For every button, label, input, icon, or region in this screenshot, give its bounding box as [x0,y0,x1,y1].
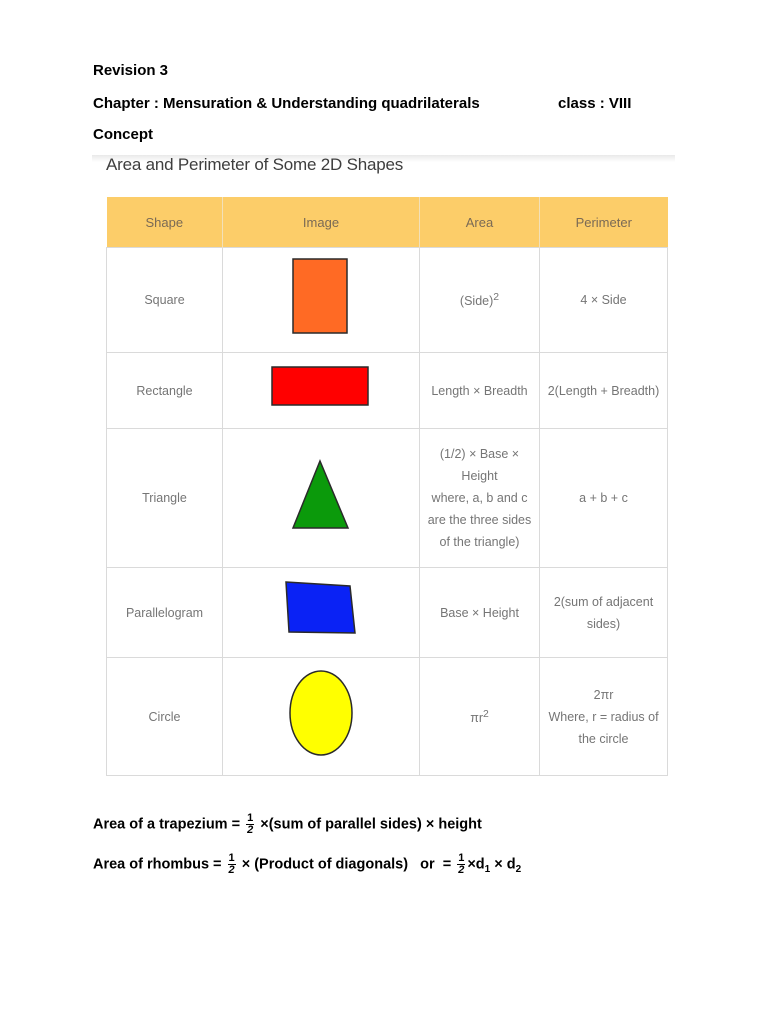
trapezium-area-formula: Area of a trapezium = $\frac{1}{2}$ ×(sum of parallel sides) × height [93,812,482,836]
fraction-one-half: $\frac{1}{2}$ [228,852,235,876]
concept-label: Concept [93,126,153,143]
area-formula: $\pi r^2$ [420,658,540,776]
column-header: Image [223,197,420,248]
area-formula: (1/2) × Base × Height where, a, b and c are the three sides of the triangle) [420,429,540,568]
column-header: Perimeter [540,197,668,248]
shapes-table [106,197,668,776]
shape-name: Square [107,248,223,353]
area-formula: Length × Breadth [420,353,540,429]
parallelogram-shape-icon [284,580,358,638]
circle-shape-image [223,658,420,776]
table-header-row [107,197,668,248]
fraction-one-half: $\frac{1}{2}$ [458,852,465,876]
shape-name: Circle [107,658,223,776]
table-row [107,568,668,658]
perimeter-formula: 4 × Side [540,248,668,353]
shapes-figure [92,155,675,780]
perimeter-formula: 2πr Where, r = radius of the circle [540,658,668,776]
parallelogram-shape-image [223,568,420,658]
triangle-shape-icon [291,459,351,531]
rhombus-area-formula: Area of rhombus = $\frac{1}{2}$ × (Product of diagonals) or = $\frac{1}{2}$ $\times d_1 \times d_2$ [93,852,522,876]
fraction-one-half: $\frac{1}{2}$ [247,812,254,836]
column-header: Shape [107,197,223,248]
chapter-label: Chapter : Mensuration & Understanding quadrilaterals [93,95,480,112]
table-row [107,248,668,353]
shape-name: Parallelogram [107,568,223,658]
shape-name: Triangle [107,429,223,568]
area-formula: (Side)$^2$ [420,248,540,353]
shape-name: Rectangle [107,353,223,429]
table-row [107,429,668,568]
perimeter-formula: 2(sum of adjacent sides) [540,568,668,658]
table-row [107,353,668,429]
table-title: Area and Perimeter of Some 2D Shapes [106,155,404,174]
perimeter-formula: a + b + c [540,429,668,568]
triangle-shape-image [223,429,420,568]
table-row [107,658,668,776]
rectangle-shape-image [223,353,420,429]
rectangle-shape-icon [271,366,371,408]
perimeter-formula: 2(Length + Breadth) [540,353,668,429]
column-header: Area [420,197,540,248]
square-shape-icon [291,257,351,337]
class-label: class : VIII [558,95,632,112]
revision-label: Revision 3 [93,62,169,79]
square-shape-image [223,248,420,353]
area-formula: Base × Height [420,568,540,658]
circle-shape-icon [288,668,354,758]
